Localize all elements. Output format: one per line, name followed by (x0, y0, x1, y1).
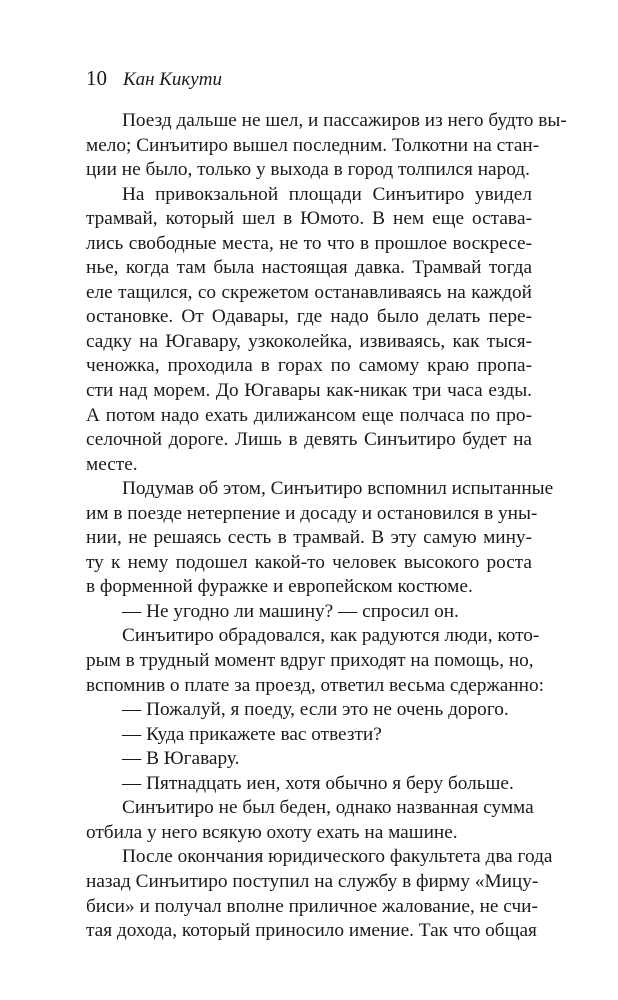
text-line: им в поезде нетерпение и досаду и остановился в уны- (86, 502, 538, 524)
text-line: Синъитиро обрадовался, как радуются люди, кото- (122, 625, 540, 647)
text-line: нье, когда там была настоящая давка. Трамвай тогда (86, 257, 532, 279)
body-text (86, 109, 567, 944)
text-line: рым в трудный момент вдруг приходят на помощь, но, (86, 650, 534, 672)
text-line: трамвай, который шел в Юмото. В нем еще оставa- (86, 208, 532, 230)
text-line: нии, не решаясь сесть в трамвай. В эту самую мину- (86, 527, 532, 549)
text-line: Поезд дальше не шел, и пассажиров из него будто вы- (122, 110, 567, 131)
text-line: в форменной фуражке и европейском костюме. (86, 576, 473, 598)
text-line: остановке. От Одавары, где надо было делать пере- (86, 306, 532, 328)
text-line: тая дохода, который приносило имение. Так что общая (86, 920, 537, 942)
text-line: Подумав об этом, Синъитиро вспомнил испытанные (122, 478, 554, 500)
text-line: Синъитиро не был беден, однако названная сумма (122, 797, 534, 819)
text-line: — В Югавару. (122, 748, 240, 770)
text-line: садку на Югавару, узкоколейка, извиваясь, как тыся- (86, 330, 532, 352)
text-line: А потом надо ехать дилижансом еще полчаса по про- (86, 404, 532, 426)
text-line: — Куда прикажете вас отвезти? (122, 723, 382, 745)
text-line: отбила у него всякую охоту ехать на машине. (86, 821, 458, 843)
text-line: — Не угодно ли машину? — спросил он. (122, 600, 459, 622)
text-line: ченожка, проходила в горах по самому краю пропа- (86, 355, 532, 377)
running-title: Кан Кикути (123, 69, 222, 90)
text-line: лись свободные места, не то что в прошлое воскресе- (86, 232, 532, 254)
text-line: — Пожалуй, я поеду, если это не очень дорого. (122, 699, 509, 721)
text-line: сти над морем. До Югавары как-никак три часа езды. (86, 380, 532, 402)
text-line: вспомнив о плате за проезд, ответил весьма сдержанно: (86, 674, 544, 696)
text-line: На привокзальной площади Синъитиро увидел (122, 183, 532, 205)
text-line: мело; Синъитиро вышел последним. Толкотни на стан- (86, 134, 540, 156)
text-line: еле тащился, со скрежетом останавливаясь на каждой (86, 281, 532, 303)
text-line: назад Синъитиро поступил на службу в фирму «Мицу- (86, 870, 539, 892)
text-line: биси» и получал вполне приличное жалование, не счи- (86, 895, 538, 917)
text-line: ции не было, только у выхода в город толпился народ. (86, 159, 530, 181)
page-number: 10 (86, 66, 107, 90)
text-line: ту к нему подошел какой-то человек высокого роста (86, 551, 532, 573)
running-head (86, 66, 222, 92)
text-line: месте. (86, 453, 138, 475)
text-line: После окончания юридического факультета два года (122, 846, 553, 868)
text-line: селочной дороге. Лишь в девять Синъитиро будет на (86, 429, 532, 451)
text-line: — Пятнадцать иен, хотя обычно я беру больше. (122, 772, 514, 794)
